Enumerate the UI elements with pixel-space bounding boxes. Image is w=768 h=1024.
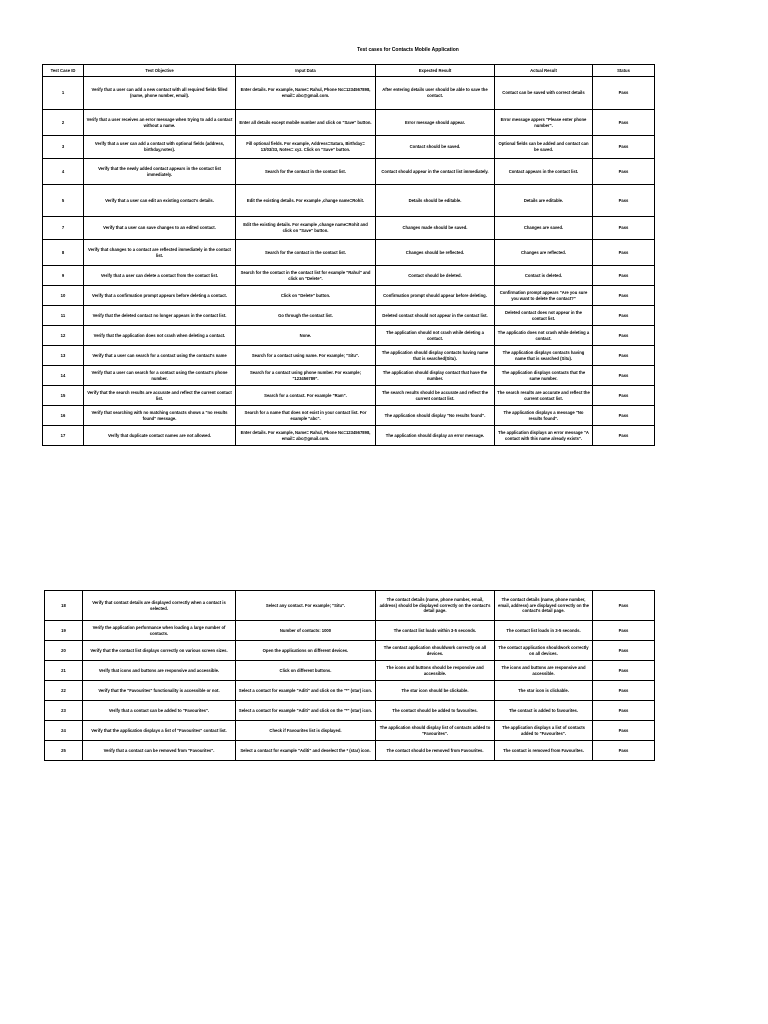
actual-result-cell: Details are editable.: [495, 185, 593, 217]
test-case-id-cell: 8: [43, 240, 84, 266]
status-cell: Pass: [593, 110, 655, 136]
status-cell: Pass: [593, 326, 655, 346]
expected-result-cell: The application should display list of contacts added to "Favourites".: [376, 721, 495, 741]
status-cell: Pass: [593, 426, 655, 446]
expected-result-cell: The contact should be added to favourites.: [376, 701, 495, 721]
test-cases-table-2: [44, 590, 655, 761]
status-cell: Pass: [593, 77, 655, 110]
test-case-id-cell: 7: [43, 217, 84, 240]
status-cell: Pass: [593, 701, 655, 721]
actual-result-cell: The search results are accurate and reflect the current contact list.: [495, 386, 593, 406]
table-row: [43, 286, 655, 306]
expected-result-cell: Contact should appear in the contact list immediately.: [376, 159, 495, 185]
expected-result-cell: The application should display contacts having name that is searched(Situ).: [376, 346, 495, 366]
expected-result-cell: The application should display "No results found".: [376, 406, 495, 426]
input-data-cell: Select any contact. For example; "Situ".: [236, 591, 376, 621]
input-data-cell: Enter details. For example, Name= Rahul, Phone No=1234567898, email= abc@gmail.com.: [236, 426, 376, 446]
expected-result-cell: Confirmation prompt should appear before deleting.: [376, 286, 495, 306]
expected-result-cell: After entering details user should be able to save the contact.: [376, 77, 495, 110]
test-case-id-cell: 16: [43, 406, 84, 426]
test-case-id-cell: 20: [45, 641, 83, 661]
test-case-id-cell: 21: [45, 661, 83, 681]
actual-result-cell: The contact application shouldwork correctly on all devices.: [495, 641, 593, 661]
table-2-body: [45, 591, 655, 761]
input-data-cell: Search for a contact. For example "Ram".: [236, 386, 376, 406]
expected-result-cell: Error message should appear.: [376, 110, 495, 136]
table-row: [43, 386, 655, 406]
test-objective-cell: Verify that a user can add a new contact with all required fields filled (name, phone number, email).: [84, 77, 236, 110]
input-data-cell: Select a contact for example "Aditi" and deselect the * (star) icon.: [236, 741, 376, 761]
expected-result-cell: The search results should be accurate and reflect the current contact list.: [376, 386, 495, 406]
test-case-id-cell: 24: [45, 721, 83, 741]
test-objective-cell: Verify that a user can save changes to an edited contact.: [84, 217, 236, 240]
actual-result-cell: The application displays contacts that the same number.: [495, 366, 593, 386]
test-case-id-cell: 15: [43, 386, 84, 406]
header-test-objective: Test Objective: [84, 65, 236, 77]
expected-result-cell: The contact list loads within 3-5 seconds.: [376, 621, 495, 641]
expected-result-cell: The application should display an error message.: [376, 426, 495, 446]
test-case-id-cell: 9: [43, 266, 84, 286]
input-data-cell: Search for the contact in the contact list for example "Rahul" and click on "Delete".: [236, 266, 376, 286]
test-objective-cell: Verify that icons and buttons are responsive and accessible.: [83, 661, 236, 681]
actual-result-cell: Contact is deleted.: [495, 266, 593, 286]
table-row: [45, 681, 655, 701]
header-actual-result: Actual Result: [495, 65, 593, 77]
test-objective-cell: Verify that the application displays a list of "Favourites" contact list.: [83, 721, 236, 741]
test-case-id-cell: 18: [45, 591, 83, 621]
test-objective-cell: Verify that the deleted contact no longer appears in the contact list.: [84, 306, 236, 326]
table-1-body: [43, 77, 655, 446]
header-expected-result: Expected Result: [376, 65, 495, 77]
status-cell: Pass: [593, 681, 655, 701]
actual-result-cell: The contact list loads in 3-5 seconds.: [495, 621, 593, 641]
test-objective-cell: Verify that the application does not crash when deleting a contact.: [84, 326, 236, 346]
input-data-cell: None.: [236, 326, 376, 346]
expected-result-cell: The application should display contact that have the number.: [376, 366, 495, 386]
test-case-id-cell: 4: [43, 159, 84, 185]
test-objective-cell: Verify that a user can delete a contact from the contact list.: [84, 266, 236, 286]
test-case-id-cell: 12: [43, 326, 84, 346]
table-row: [43, 326, 655, 346]
expected-result-cell: Contact should be saved.: [376, 136, 495, 159]
table-row: [45, 591, 655, 621]
table-row: [45, 661, 655, 681]
input-data-cell: Edit the existing details. For example ,change name=Rohit.: [236, 185, 376, 217]
input-data-cell: Enter all details except mobile number and click on "Save" button.: [236, 110, 376, 136]
table-row: [43, 406, 655, 426]
actual-result-cell: Error message appers "Please enter phone number".: [495, 110, 593, 136]
actual-result-cell: Optional fields can be added and contact can be saved.: [495, 136, 593, 159]
status-cell: Pass: [593, 136, 655, 159]
actual-result-cell: The application displays contacts having name that is searched (Situ).: [495, 346, 593, 366]
test-case-id-cell: 5: [43, 185, 84, 217]
test-case-id-cell: 19: [45, 621, 83, 641]
document-title: Test cases for Contacts Mobile Application: [357, 47, 459, 53]
expected-result-cell: The contact should be removed from Favourites.: [376, 741, 495, 761]
status-cell: Pass: [593, 185, 655, 217]
input-data-cell: Edit the existing details. For example ,change name=Rohit and click on "Save" button.: [236, 217, 376, 240]
test-case-id-cell: 1: [43, 77, 84, 110]
test-case-id-cell: 3: [43, 136, 84, 159]
input-data-cell: Fill optional fields. For example, Address=Satara, Birthday= 13/03/33, Notes= xyz. Click on "Save" button.: [236, 136, 376, 159]
input-data-cell: Number of contacts: 1000: [236, 621, 376, 641]
table-header-row: [43, 65, 655, 77]
table-row: [43, 366, 655, 386]
table-row: [45, 621, 655, 641]
table-row: [43, 240, 655, 266]
table-row: [43, 159, 655, 185]
actual-result-cell: Confirmation prompt appears "Are you sure you want to delete the contact?": [495, 286, 593, 306]
test-objective-cell: Verify that duplicate contact names are not allowed.: [84, 426, 236, 446]
status-cell: Pass: [593, 266, 655, 286]
expected-result-cell: Deleted contact should not appear in the contact list.: [376, 306, 495, 326]
expected-result-cell: Changes should be reflected.: [376, 240, 495, 266]
test-cases-table-1: [42, 64, 655, 446]
header-test-case-id: Test Case ID: [43, 65, 84, 77]
status-cell: Pass: [593, 721, 655, 741]
table-row: [43, 426, 655, 446]
input-data-cell: Open the applications on different devices.: [236, 641, 376, 661]
test-objective-cell: Verify that searching with no matching contacts shows a "no results found" message.: [84, 406, 236, 426]
test-objective-cell: Verify that the contact list displays correctly on various screen sizes.: [83, 641, 236, 661]
actual-result-cell: Changes are saved.: [495, 217, 593, 240]
actual-result-cell: The icons and buttons are responsive and accessible.: [495, 661, 593, 681]
test-objective-cell: Verify that a user receives an error message when trying to add a contact without a name.: [84, 110, 236, 136]
status-cell: Pass: [593, 661, 655, 681]
expected-result-cell: Details should be editable.: [376, 185, 495, 217]
test-objective-cell: Verify that a contact can be added to "Favourites".: [83, 701, 236, 721]
input-data-cell: Search for a name that does not exist in your contact list. For example "abc".: [236, 406, 376, 426]
status-cell: Pass: [593, 591, 655, 621]
test-objective-cell: Verify that a user can search for a contact using the contact's phone number.: [84, 366, 236, 386]
test-objective-cell: Verify that the newly added contact appears in the contact list immediately.: [84, 159, 236, 185]
expected-result-cell: Changes made should be saved.: [376, 217, 495, 240]
actual-result-cell: The contact is removed from Favourites.: [495, 741, 593, 761]
input-data-cell: Search for the contact in the contact list.: [236, 240, 376, 266]
table-row: [43, 110, 655, 136]
actual-result-cell: The application displays an error message "A contact with this name already exists".: [495, 426, 593, 446]
status-cell: Pass: [593, 621, 655, 641]
table-row: [43, 306, 655, 326]
test-objective-cell: Verify that a contact can be removed from "Favourites".: [83, 741, 236, 761]
actual-result-cell: Contact can be saved with correct details: [495, 77, 593, 110]
input-data-cell: Go through the contact list.: [236, 306, 376, 326]
table-row: [43, 77, 655, 110]
input-data-cell: Search for a contact using name. For example; "Situ".: [236, 346, 376, 366]
test-objective-cell: Verify the application performance when loading a large number of contacts.: [83, 621, 236, 641]
table-row: [45, 721, 655, 741]
test-objective-cell: Verify that a user can add a contact with optional fields (address, birthday,notes).: [84, 136, 236, 159]
header-status: Status: [593, 65, 655, 77]
expected-result-cell: The contact application shouldwork correctly on all devices.: [376, 641, 495, 661]
test-objective-cell: Verify that changes to a contact are reflected immediately in the contact list.: [84, 240, 236, 266]
test-case-id-cell: 10: [43, 286, 84, 306]
actual-result-cell: The contact details (name, phone number, email, address) are displayed correctly on the contact's detail page.: [495, 591, 593, 621]
input-data-cell: Click on different buttons.: [236, 661, 376, 681]
status-cell: Pass: [593, 386, 655, 406]
header-input-data: Input Data: [236, 65, 376, 77]
actual-result-cell: The application displays a message "No results found".: [495, 406, 593, 426]
test-case-id-cell: 17: [43, 426, 84, 446]
test-case-id-cell: 23: [45, 701, 83, 721]
test-objective-cell: Verify that the "Favourites" functionality is accessible or not.: [83, 681, 236, 701]
test-objective-cell: Verify that the search results are accurate and reflect the current contact list.: [84, 386, 236, 406]
expected-result-cell: The star icon should be clickable.: [376, 681, 495, 701]
actual-result-cell: The applicatio does not crash while deleting a contact.: [495, 326, 593, 346]
table-row: [43, 185, 655, 217]
status-cell: Pass: [593, 217, 655, 240]
actual-result-cell: The application displays a list of contacts added to "Favourites".: [495, 721, 593, 741]
table-row: [43, 346, 655, 366]
status-cell: Pass: [593, 159, 655, 185]
status-cell: Pass: [593, 641, 655, 661]
status-cell: Pass: [593, 406, 655, 426]
input-data-cell: Enter details. For example, Name= Rahul, Phone No=1234567898, email= abc@gmail.com.: [236, 77, 376, 110]
input-data-cell: Check if Favourites list is displayed.: [236, 721, 376, 741]
test-case-id-cell: 2: [43, 110, 84, 136]
actual-result-cell: Deleted contact does not appear in the contact list.: [495, 306, 593, 326]
test-case-id-cell: 25: [45, 741, 83, 761]
expected-result-cell: Contact should be deleted.: [376, 266, 495, 286]
expected-result-cell: The contact details (name, phone number, email, address) should be displayed correctly on the contact's detail page.: [376, 591, 495, 621]
status-cell: Pass: [593, 366, 655, 386]
table-row: [43, 266, 655, 286]
input-data-cell: Search for a contact using phone number. For example; "123456789".: [236, 366, 376, 386]
test-objective-cell: Verify that a user can edit an existing contact's details.: [84, 185, 236, 217]
test-case-id-cell: 22: [45, 681, 83, 701]
test-objective-cell: Verify that a user can search for a contact using the contact's name: [84, 346, 236, 366]
status-cell: Pass: [593, 286, 655, 306]
test-case-id-cell: 11: [43, 306, 84, 326]
status-cell: Pass: [593, 306, 655, 326]
expected-result-cell: The icons and buttons should be responsive and accessible.: [376, 661, 495, 681]
input-data-cell: Click on "Delete" button.: [236, 286, 376, 306]
table-row: [43, 136, 655, 159]
test-objective-cell: Verify that a confirmation prompt appears before deleting a contact.: [84, 286, 236, 306]
table-row: [45, 741, 655, 761]
actual-result-cell: Contact appears in the contact list.: [495, 159, 593, 185]
actual-result-cell: Changes are reflected.: [495, 240, 593, 266]
actual-result-cell: The contact is added to favourites.: [495, 701, 593, 721]
input-data-cell: Search for the contact in the contact list.: [236, 159, 376, 185]
status-cell: Pass: [593, 346, 655, 366]
status-cell: Pass: [593, 240, 655, 266]
table-row: [45, 641, 655, 661]
actual-result-cell: The star icon is clickable.: [495, 681, 593, 701]
test-case-id-cell: 13: [43, 346, 84, 366]
status-cell: Pass: [593, 741, 655, 761]
test-objective-cell: Verify that contact details are displayed correctly when a contact is selected.: [83, 591, 236, 621]
expected-result-cell: The application should not crash while deleting a contact.: [376, 326, 495, 346]
test-case-id-cell: 14: [43, 366, 84, 386]
table-row: [45, 701, 655, 721]
table-row: [43, 217, 655, 240]
input-data-cell: Select a contact for example "Aditi" and click on the "*" (star) icon.: [236, 681, 376, 701]
input-data-cell: Select a contact for example "Aditi" and click on the "*" (star) icon.: [236, 701, 376, 721]
